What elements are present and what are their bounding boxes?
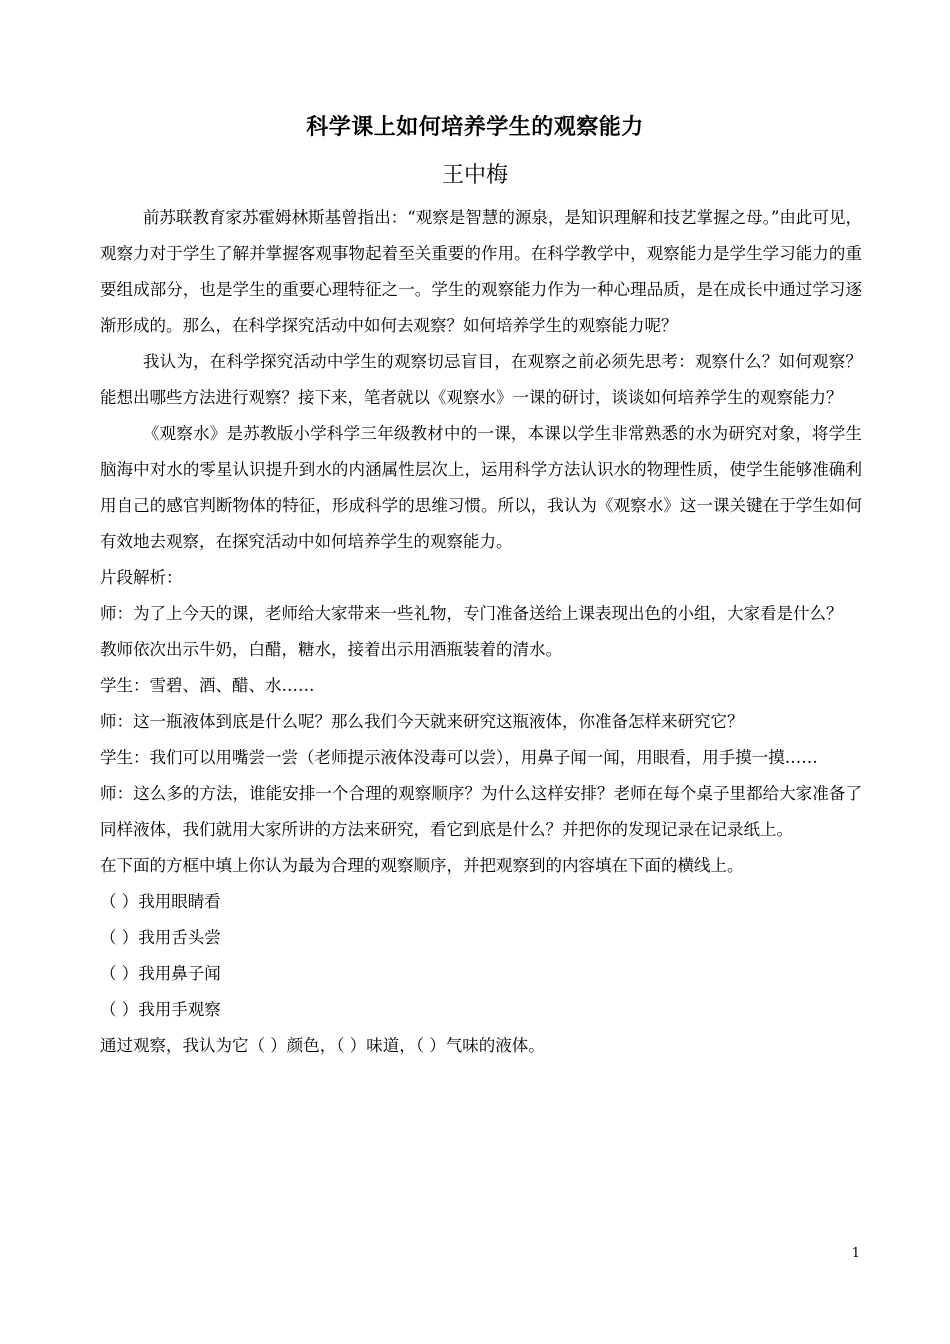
paragraph-intro: 前苏联教育家苏霍姆林斯基曾指出：“观察是智慧的源泉，是知识理解和技艺掌握之母。”由此可见，观察力对于学生了解并掌握客观事物起着至关重要的作用。在科学教学中，观察能力是学生学习能力的重要组成部分，也是学生的重要心理特征之一。学生的观察能力作为一种心理品质，是在成长中通过学习逐渐形成的。那么，在科学探究活动中如何去观察？如何培养学生的观察能力呢？ [100,208,862,335]
dialogue-teacher-1: 师：为了上今天的课，老师给大家带来一些礼物，专门准备送给上课表现出色的小组，大家看是什么？ [100,604,843,623]
worksheet-item-nose: （ ）我用鼻子闻 [100,964,221,983]
narration-teacher-shows: 教师依次出示牛奶，白醋，糖水，接着出示用酒瓶装着的清水。 [100,640,562,659]
worksheet-conclusion: 通过观察，我认为它（ ）颜色，（ ）味道，（ ）气味的液体。 [100,1036,545,1055]
paragraph-lesson-overview: 《观察水》是苏教版小学科学三年级教材中的一课，本课以学生非常熟悉的水为研究对象，将学生脑海中对水的零星认识提升到水的内涵属性层次上，运用科学方法认识水的物理性质，使学生能够准确利用自己的感官判断物体的特征，形成科学的思维习惯。所以，我认为《观察水》这一课关键在于学生如何有效地去观察，在探究活动中如何培养学生的观察能力。 [100,424,862,551]
dialogue-student-1: 学生：雪碧、酒、醋、水…… [100,676,315,695]
worksheet-item-tongue: （ ）我用舌头尝 [100,928,221,947]
dialogue-teacher-3: 师：这么多的方法，谁能安排一个合理的观察顺序？为什么这样安排？老师在每个桌子里都给大家准备了同样液体，我们就用大家所讲的方法来研究，看它到底是什么？并把你的发现记录在记录纸上。 [100,784,862,839]
dialogue-student-2: 学生：我们可以用嘴尝一尝（老师提示液体没毒可以尝），用鼻子闻一闻，用眼看，用手摸一摸…… [100,748,818,767]
section-label-analysis: 片段解析： [100,568,183,587]
paragraph-opinion: 我认为，在科学探究活动中学生的观察切忌盲目，在观察之前必须先思考：观察什么？如何观察？能想出哪些方法进行观察？接下来，笔者就以《观察水》一课的研讨，谈谈如何培养学生的观察能力？ [100,352,862,407]
document-title: 科学课上如何培养学生的观察能力 [306,115,644,140]
document-body [100,200,862,1064]
worksheet-instruction: 在下面的方框中填上你认为最为合理的观察顺序，并把观察到的内容填在下面的横线上。 [100,856,744,875]
worksheet-item-eyes: （ ）我用眼睛看 [100,892,221,911]
worksheet-item-hands: （ ）我用手观察 [100,1000,221,1019]
author-name: 王中梅 [441,163,508,188]
page-number: 1 [851,1246,860,1261]
dialogue-teacher-2: 师：这一瓶液体到底是什么呢？那么我们今天就来研究这瓶液体，你准备怎样来研究它？ [100,712,744,731]
